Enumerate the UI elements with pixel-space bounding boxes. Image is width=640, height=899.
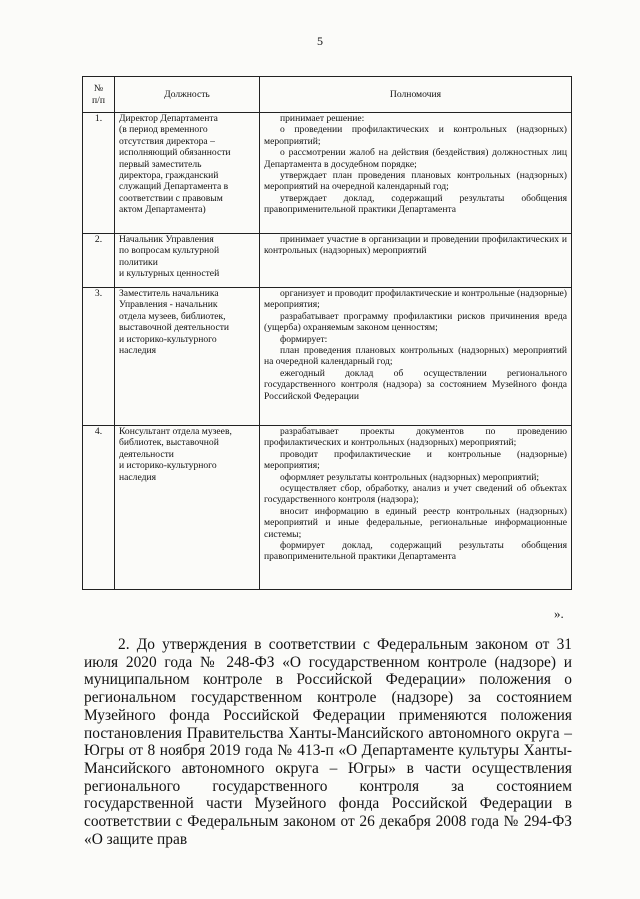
position-line: наследия [119, 471, 156, 483]
power-item: утверждает план проведения плановых контрольных (надзорных) мероприятий на очередной календарный год; [264, 170, 567, 193]
power-item: разрабатывает программу профилактики рисков причинения вреда (ущерба) охраняемым законом ценностям; [264, 310, 567, 334]
table-row [83, 113, 572, 234]
position-line: Консультант отдела музеев, [119, 426, 232, 437]
power-item: ежегодный доклад об осуществлении регионального государственного контроля (надзора) за состоянием Музейного фонда Российской Федерации [264, 367, 567, 402]
position-line: политики [119, 256, 158, 268]
row-number: 2. [83, 234, 115, 288]
powers-cell [260, 288, 572, 426]
powers-cell [260, 234, 572, 288]
paragraph-2: 2. До утверждения в соответствии с Федеральным законом от 31 июля 2020 года № 248-ФЗ «О государственном контроле (надзоре) и муниципальном контроле в Российской Федерации» положения о региональном государственном контроле (надзоре) за состоянием Музейного фонда Российской Федерации применяются положения постановления Правительства Ханты-Мансийского автономного округа – Югры от 8 ноября 2019 года № 413-п «О Департаменте культуры Ханты-Мансийского автономного округа – Югры» в части осуществления регионального государственного контроля за состоянием государственной части Музейного фонда Российской Федерации в соответствии с Федеральным законом от 26 декабря 2008 года № 294-ФЗ «О защите прав [84, 636, 572, 848]
position-line: Начальник Управления [119, 234, 214, 245]
power-item: принимает решение: [280, 113, 365, 124]
power-item: принимает участие в организации и проведении профилактических и контрольных (надзорных) мероприятий [264, 234, 567, 257]
header-num-label: № п/п [92, 83, 105, 106]
row-number: 1. [83, 113, 115, 234]
powers-cell [260, 426, 572, 590]
header-position: Должность [115, 77, 260, 113]
power-item: формирует: [280, 333, 328, 345]
header-powers: Полномочия [260, 77, 572, 113]
position-cell [115, 426, 260, 590]
power-item: формирует доклад, содержащий результаты обобщения правоприменительной практики Департамента [264, 540, 567, 563]
position-line: служащий Департамента в [119, 181, 229, 193]
power-item: оформляет результаты контрольных (надзорных) мероприятий; [280, 471, 540, 483]
position-line: библиотек, выставочной [119, 437, 219, 449]
position-line: по вопросам культурной [119, 245, 220, 257]
power-item: организует и проводит профилактические и контрольные (надзорные) мероприятия; [264, 288, 567, 311]
position-line: деятельности [119, 448, 174, 460]
table-row [83, 288, 572, 426]
position-line: первый заместитель [119, 158, 202, 170]
header-num [83, 77, 115, 113]
position-cell [115, 113, 260, 234]
position-cell [115, 288, 260, 426]
table-body [83, 113, 572, 590]
position-line: Управления - начальник [119, 299, 218, 311]
power-item: осуществляет сбор, обработку, анализ и учет сведений об объектах государственного контроля (надзора); [264, 483, 567, 506]
power-item: о проведении профилактических и контрольных (надзорных) мероприятий; [264, 124, 567, 147]
position-line: выставочной деятельности [119, 322, 230, 334]
row-number: 3. [83, 288, 115, 426]
position-line: отсутствия директора – [119, 135, 215, 147]
position-line: наследия [119, 345, 156, 357]
power-item: утверждает доклад, содержащий результаты обобщения правоприменительной практики Департамента [264, 192, 567, 216]
position-line: и историко-культурного [119, 460, 217, 472]
quote-close-mark: ». [554, 606, 564, 621]
table-row [83, 234, 572, 288]
position-line: соответствии с правовым [119, 192, 223, 204]
position-line: Директор Департамента [119, 113, 218, 124]
position-line: и историко-культурного [119, 333, 217, 345]
table-row [83, 426, 572, 590]
position-cell [115, 234, 260, 288]
powers-cell [260, 113, 572, 234]
power-item: разрабатывает проекты документов по проведению профилактических и контрольных (надзорных) мероприятий; [264, 426, 567, 449]
table-header-row [83, 77, 572, 113]
power-item: план проведения плановых контрольных (надзорных) мероприятий на очередной календарный год; [264, 345, 567, 368]
position-line: и культурных ценностей [119, 268, 220, 280]
position-line: директора, гражданский [119, 170, 219, 182]
position-line: актом Департамента) [119, 204, 206, 216]
power-item: о рассмотрении жалоб на действия (бездействия) должностных лиц Департамента в досудебном порядке; [264, 147, 567, 170]
position-line: исполняющий обязанности [119, 147, 231, 159]
position-line: отдела музеев, библиотек, [119, 310, 226, 322]
page-number: 5 [317, 34, 323, 48]
power-item: проводит профилактические и контрольные (надзорные) мероприятия; [264, 448, 567, 472]
position-line: (в период временного [119, 124, 208, 136]
position-line: Заместитель начальника [119, 288, 219, 299]
row-number: 4. [83, 426, 115, 590]
authority-table [82, 76, 572, 590]
power-item: вносит информацию в единый реестр контрольных (надзорных) мероприятий и иные федеральные, региональные информационные системы; [264, 505, 567, 540]
